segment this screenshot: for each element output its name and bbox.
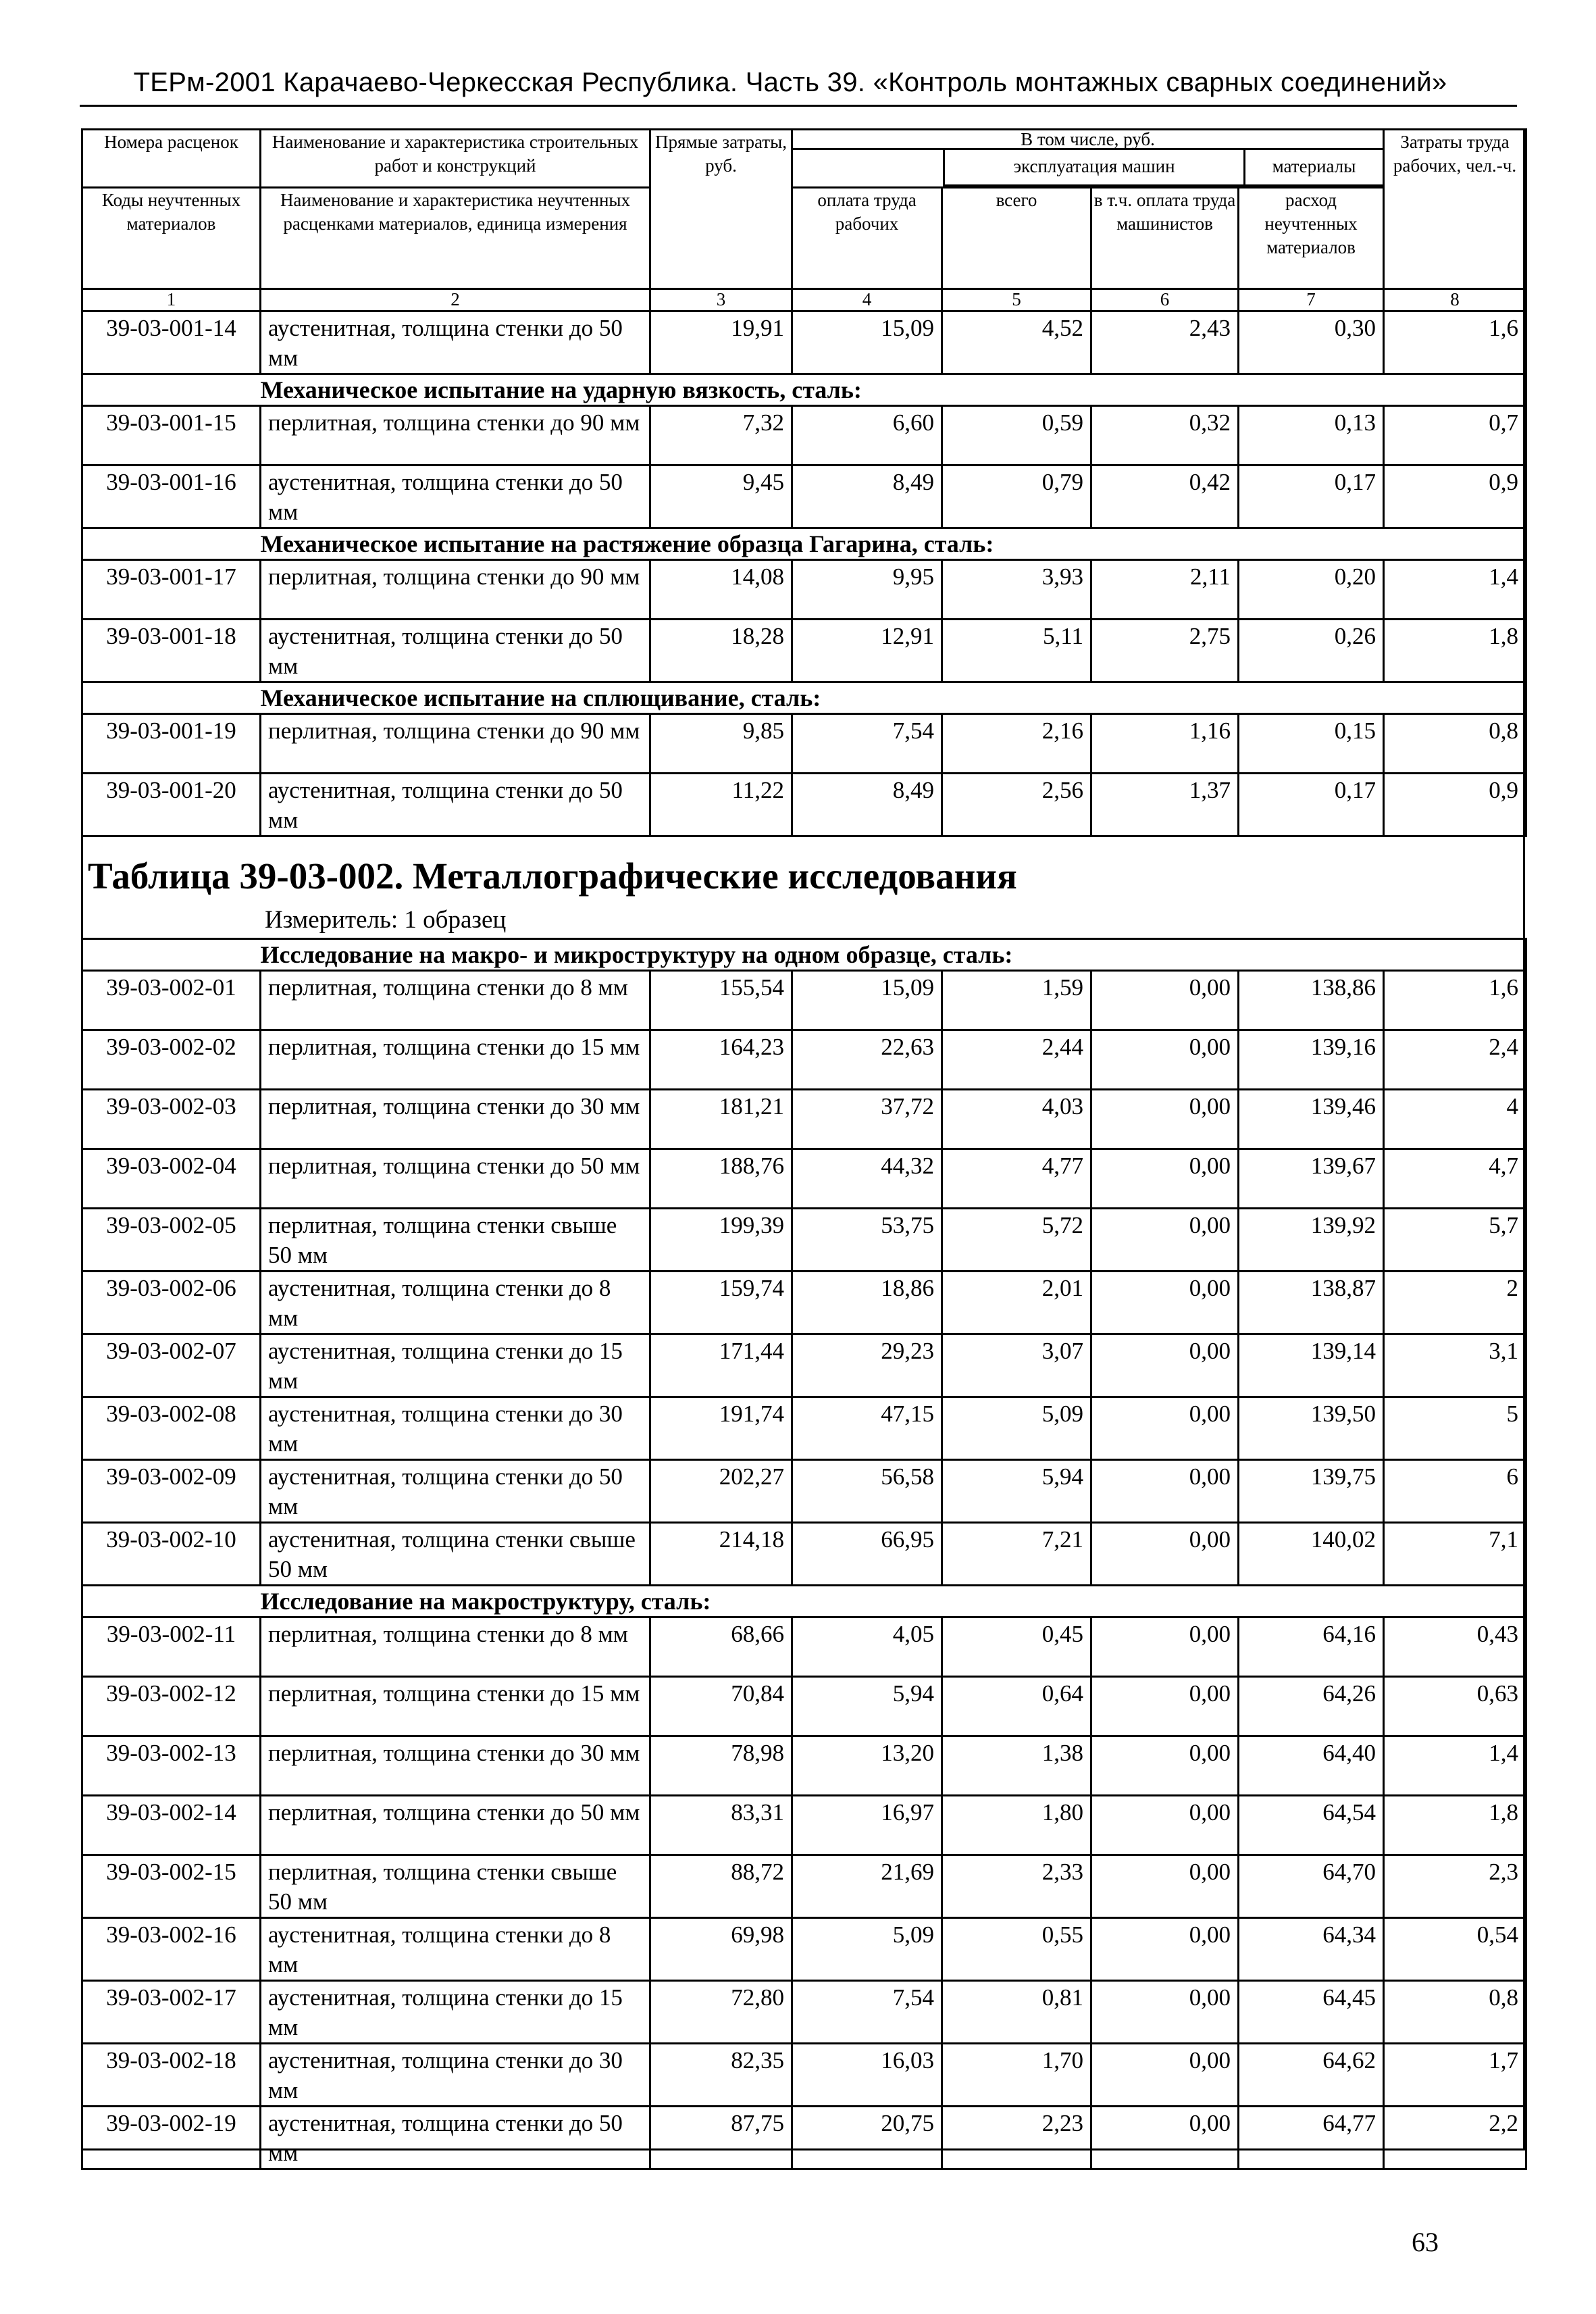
operator-cost: 0,00 (1091, 1460, 1239, 1523)
machine-cost: 3,93 (942, 560, 1091, 620)
labor-cost: 15,09 (792, 311, 942, 374)
direct-cost: 214,18 (650, 1523, 792, 1586)
section-spacer (82, 1586, 261, 1617)
labor-hours: 5 (1384, 1397, 1526, 1460)
rate-code: 39-03-002-06 (82, 1272, 261, 1334)
table-row (82, 406, 1526, 466)
operator-cost: 1,37 (1091, 774, 1239, 836)
table-row (82, 1918, 1526, 1981)
operator-cost: 0,00 (1091, 1677, 1239, 1736)
table-row (82, 971, 1526, 1030)
operator-cost: 0,00 (1091, 1090, 1239, 1149)
section-row (82, 939, 1526, 971)
second-table-body (82, 939, 1526, 2169)
machine-cost: 1,80 (942, 1796, 1091, 1855)
table-row (82, 2107, 1526, 2169)
rate-code: 39-03-001-18 (82, 620, 261, 682)
machine-cost: 2,33 (942, 1855, 1091, 1918)
table-row (82, 1677, 1526, 1736)
section-title: Механическое испытание на сплющивание, сталь: (261, 682, 1526, 714)
material-cost: 139,14 (1239, 1334, 1384, 1397)
labor-hours: 1,6 (1384, 971, 1526, 1030)
section-spacer (82, 682, 261, 714)
labor-cost: 5,09 (792, 1918, 942, 1981)
rate-name: перлитная, толщина стенки свыше 50 мм (261, 1209, 650, 1272)
labor-hours: 2,3 (1384, 1855, 1526, 1918)
machine-cost: 0,45 (942, 1617, 1091, 1677)
head-col1-top: Номера расценок (82, 130, 261, 188)
rate-name: аустенитная, толщина стенки до 30 мм (261, 2044, 650, 2107)
rate-code: 39-03-002-19 (82, 2107, 261, 2169)
rate-name: аустенитная, толщина стенки до 8 мм (261, 1272, 650, 1334)
head-col2-top: Наименование и характеристика строительных работ и конструкций (261, 130, 650, 188)
head-col3: Прямые затраты, руб. (650, 130, 792, 289)
labor-cost: 18,86 (792, 1272, 942, 1334)
operator-cost: 0,00 (1091, 1855, 1239, 1918)
table-row (82, 1460, 1526, 1523)
section-row (82, 374, 1526, 406)
table-row (82, 1272, 1526, 1334)
section-spacer (82, 528, 261, 560)
machine-cost: 0,64 (942, 1677, 1091, 1736)
col-number: 2 (261, 289, 650, 311)
machine-cost: 7,21 (942, 1523, 1091, 1586)
rate-name: аустенитная, толщина стенки до 50 мм (261, 2107, 650, 2169)
operator-cost: 0,00 (1091, 2044, 1239, 2107)
machine-cost: 4,52 (942, 311, 1091, 374)
table-row (82, 1090, 1526, 1149)
direct-cost: 7,32 (650, 406, 792, 466)
first-table-body (82, 311, 1526, 836)
labor-cost: 29,23 (792, 1334, 942, 1397)
operator-cost: 2,43 (1091, 311, 1239, 374)
labor-cost: 22,63 (792, 1030, 942, 1090)
machine-cost: 4,03 (942, 1090, 1091, 1149)
table-row (82, 466, 1526, 528)
operator-cost: 0,32 (1091, 406, 1239, 466)
labor-cost: 6,60 (792, 406, 942, 466)
rate-name: аустенитная, толщина стенки до 30 мм (261, 1397, 650, 1460)
operator-cost: 2,75 (1091, 620, 1239, 682)
rate-name: перлитная, толщина стенки до 8 мм (261, 1617, 650, 1677)
operator-cost: 0,00 (1091, 1334, 1239, 1397)
labor-hours: 0,9 (1384, 774, 1526, 836)
operator-cost: 0,00 (1091, 1030, 1239, 1090)
head-col7: расход неучтенных материалов (1239, 188, 1384, 289)
rate-name: аустенитная, толщина стенки до 50 мм (261, 1460, 650, 1523)
table-row (82, 1397, 1526, 1460)
direct-cost: 87,75 (650, 2107, 792, 2169)
direct-cost: 83,31 (650, 1796, 792, 1855)
rate-code: 39-03-001-20 (82, 774, 261, 836)
head-col2-bottom: Наименование и характеристика неучтенных расценками материалов, единица измерения (261, 188, 650, 289)
direct-cost: 181,21 (650, 1090, 792, 1149)
machine-cost: 1,70 (942, 2044, 1091, 2107)
labor-cost: 20,75 (792, 2107, 942, 2169)
rate-code: 39-03-002-09 (82, 1460, 261, 1523)
table-row (82, 1523, 1526, 1586)
machine-cost: 3,07 (942, 1334, 1091, 1397)
rate-name: аустенитная, толщина стенки до 8 мм (261, 1918, 650, 1981)
table-row (82, 560, 1526, 620)
material-cost: 138,86 (1239, 971, 1384, 1030)
col-number: 7 (1239, 289, 1384, 311)
col-number: 3 (650, 289, 792, 311)
rate-name: перлитная, толщина стенки до 8 мм (261, 971, 650, 1030)
material-cost: 139,50 (1239, 1397, 1384, 1460)
section-title: Исследование на макро- и микроструктуру на одном образце, сталь: (261, 939, 1526, 971)
operator-cost: 0,00 (1091, 1918, 1239, 1981)
rate-name: аустенитная, толщина стенки до 50 мм (261, 774, 650, 836)
labor-cost: 7,54 (792, 714, 942, 774)
labor-hours: 1,6 (1384, 311, 1526, 374)
material-cost: 0,26 (1239, 620, 1384, 682)
operator-cost: 0,00 (1091, 1796, 1239, 1855)
material-cost: 0,13 (1239, 406, 1384, 466)
labor-hours: 7,1 (1384, 1523, 1526, 1586)
direct-cost: 72,80 (650, 1981, 792, 2044)
labor-hours: 2,4 (1384, 1030, 1526, 1090)
labor-hours: 1,4 (1384, 560, 1526, 620)
material-cost: 0,17 (1239, 466, 1384, 528)
rate-code: 39-03-002-18 (82, 2044, 261, 2107)
operator-cost: 0,42 (1091, 466, 1239, 528)
operator-cost: 0,00 (1091, 1736, 1239, 1796)
rate-code: 39-03-002-14 (82, 1796, 261, 1855)
rate-code: 39-03-002-16 (82, 1918, 261, 1981)
material-cost: 0,15 (1239, 714, 1384, 774)
operator-cost: 0,00 (1091, 1209, 1239, 1272)
labor-cost: 16,03 (792, 2044, 942, 2107)
operator-cost: 0,00 (1091, 2107, 1239, 2169)
rate-name: перлитная, толщина стенки до 50 мм (261, 1149, 650, 1209)
table-row (82, 1149, 1526, 1209)
labor-cost: 12,91 (792, 620, 942, 682)
machine-cost: 2,16 (942, 714, 1091, 774)
direct-cost: 69,98 (650, 1918, 792, 1981)
labor-hours: 4 (1384, 1090, 1526, 1149)
rate-code: 39-03-002-02 (82, 1030, 261, 1090)
labor-cost: 13,20 (792, 1736, 942, 1796)
col-number: 4 (792, 289, 942, 311)
operator-cost: 0,00 (1091, 971, 1239, 1030)
section-title: Исследование на макроструктуру, сталь: (261, 1586, 1526, 1617)
material-cost: 64,77 (1239, 2107, 1384, 2169)
page-header: ТЕРм-2001 Карачаево-Черкесская Республика. Часть 39. «Контроль монтажных сварных соединений» (133, 68, 1447, 97)
machine-cost: 0,59 (942, 406, 1091, 466)
labor-hours: 2,2 (1384, 2107, 1526, 2169)
head-materials: материалы (1245, 150, 1383, 186)
material-cost: 64,45 (1239, 1981, 1384, 2044)
material-cost: 0,20 (1239, 560, 1384, 620)
table-row (82, 1209, 1526, 1272)
rate-name: аустенитная, толщина стенки до 15 мм (261, 1334, 650, 1397)
labor-cost: 53,75 (792, 1209, 942, 1272)
page-number: 63 (1412, 2227, 1439, 2257)
material-cost: 64,40 (1239, 1736, 1384, 1796)
material-cost: 139,67 (1239, 1149, 1384, 1209)
section-row (82, 1586, 1526, 1617)
labor-hours: 1,7 (1384, 2044, 1526, 2107)
labor-cost: 9,95 (792, 560, 942, 620)
direct-cost: 202,27 (650, 1460, 792, 1523)
rate-code: 39-03-002-08 (82, 1397, 261, 1460)
table-row (82, 774, 1526, 836)
labor-hours: 1,8 (1384, 620, 1526, 682)
machine-cost: 2,23 (942, 2107, 1091, 2169)
rate-code: 39-03-002-01 (82, 971, 261, 1030)
rates-table-second (81, 938, 1527, 2170)
table-row (82, 1796, 1526, 1855)
rate-name: аустенитная, толщина стенки до 50 мм (261, 311, 650, 374)
table-row (82, 1617, 1526, 1677)
col-number: 1 (82, 289, 261, 311)
rate-name: перлитная, толщина стенки до 90 мм (261, 406, 650, 466)
rate-name: перлитная, толщина стенки до 90 мм (261, 714, 650, 774)
material-cost: 64,54 (1239, 1796, 1384, 1855)
direct-cost: 164,23 (650, 1030, 792, 1090)
direct-cost: 78,98 (650, 1736, 792, 1796)
labor-cost: 8,49 (792, 774, 942, 836)
material-cost: 139,46 (1239, 1090, 1384, 1149)
labor-hours: 3,1 (1384, 1334, 1526, 1397)
col-number: 5 (942, 289, 1091, 311)
rate-code: 39-03-001-15 (82, 406, 261, 466)
col-number: 6 (1091, 289, 1239, 311)
direct-cost: 199,39 (650, 1209, 792, 1272)
labor-cost: 66,95 (792, 1523, 942, 1586)
section-row (82, 682, 1526, 714)
head-col4: оплата труда рабочих (792, 188, 942, 289)
labor-hours: 0,8 (1384, 1981, 1526, 2044)
rate-code: 39-03-002-17 (82, 1981, 261, 2044)
direct-cost: 82,35 (650, 2044, 792, 2107)
labor-hours: 1,4 (1384, 1736, 1526, 1796)
operator-cost: 0,00 (1091, 1523, 1239, 1586)
machine-cost: 5,94 (942, 1460, 1091, 1523)
table-row (82, 1030, 1526, 1090)
rate-name: перлитная, толщина стенки до 90 мм (261, 560, 650, 620)
head-machines: эксплуатация машин (945, 150, 1245, 186)
col-number: 8 (1384, 289, 1526, 311)
direct-cost: 171,44 (650, 1334, 792, 1397)
rate-code: 39-03-002-15 (82, 1855, 261, 1918)
direct-cost: 70,84 (650, 1677, 792, 1736)
rate-code: 39-03-002-10 (82, 1523, 261, 1586)
labor-cost: 5,94 (792, 1677, 942, 1736)
head-col5: всего (942, 188, 1091, 289)
table-row (82, 714, 1526, 774)
operator-cost: 1,16 (1091, 714, 1239, 774)
labor-hours: 0,43 (1384, 1617, 1526, 1677)
labor-cost: 15,09 (792, 971, 942, 1030)
table-row (82, 1981, 1526, 2044)
section-spacer (82, 939, 261, 971)
rate-code: 39-03-002-11 (82, 1617, 261, 1677)
direct-cost: 18,28 (650, 620, 792, 682)
labor-cost: 44,32 (792, 1149, 942, 1209)
rate-name: перлитная, толщина стенки до 50 мм (261, 1796, 650, 1855)
machine-cost: 1,38 (942, 1736, 1091, 1796)
rate-code: 39-03-001-14 (82, 311, 261, 374)
rate-name: перлитная, толщина стенки до 15 мм (261, 1030, 650, 1090)
table-row (82, 2044, 1526, 2107)
rate-code: 39-03-002-05 (82, 1209, 261, 1272)
labor-cost: 56,58 (792, 1460, 942, 1523)
labor-cost: 21,69 (792, 1855, 942, 1918)
table-row (82, 1334, 1526, 1397)
rate-code: 39-03-001-17 (82, 560, 261, 620)
table-row (82, 620, 1526, 682)
machine-cost: 4,77 (942, 1149, 1091, 1209)
operator-cost: 0,00 (1091, 1397, 1239, 1460)
direct-cost: 88,72 (650, 1855, 792, 1918)
measure-unit: Измеритель: 1 образец (265, 906, 507, 934)
direct-cost: 19,91 (650, 311, 792, 374)
rate-name: перлитная, толщина стенки свыше 50 мм (261, 1855, 650, 1918)
labor-hours: 2 (1384, 1272, 1526, 1334)
machine-cost: 0,55 (942, 1918, 1091, 1981)
labor-cost: 7,54 (792, 1981, 942, 2044)
machine-cost: 0,79 (942, 466, 1091, 528)
material-cost: 139,92 (1239, 1209, 1384, 1272)
head-group (792, 130, 1384, 188)
table-row (82, 311, 1526, 374)
material-cost: 139,75 (1239, 1460, 1384, 1523)
material-cost: 138,87 (1239, 1272, 1384, 1334)
machine-cost: 2,56 (942, 774, 1091, 836)
table-row (82, 1855, 1526, 1918)
material-cost: 139,16 (1239, 1030, 1384, 1090)
machine-cost: 2,01 (942, 1272, 1091, 1334)
machine-cost: 1,59 (942, 971, 1091, 1030)
rate-code: 39-03-001-16 (82, 466, 261, 528)
head-col8: Затраты труда рабочих, чел.-ч. (1384, 130, 1526, 289)
rate-name: аустенитная, толщина стенки до 50 мм (261, 466, 650, 528)
labor-cost: 37,72 (792, 1090, 942, 1149)
direct-cost: 11,22 (650, 774, 792, 836)
rate-name: перлитная, толщина стенки до 15 мм (261, 1677, 650, 1736)
rate-code: 39-03-002-12 (82, 1677, 261, 1736)
direct-cost: 14,08 (650, 560, 792, 620)
direct-cost: 159,74 (650, 1272, 792, 1334)
rate-name: перлитная, толщина стенки до 30 мм (261, 1090, 650, 1149)
direct-cost: 9,85 (650, 714, 792, 774)
operator-cost: 0,00 (1091, 1617, 1239, 1677)
header-rule (80, 105, 1517, 107)
section-title: Механическое испытание на ударную вязкость, сталь: (261, 374, 1526, 406)
machine-cost: 5,09 (942, 1397, 1091, 1460)
labor-hours: 0,9 (1384, 466, 1526, 528)
rate-name: перлитная, толщина стенки до 30 мм (261, 1736, 650, 1796)
material-cost: 140,02 (1239, 1523, 1384, 1586)
machine-cost: 2,44 (942, 1030, 1091, 1090)
material-cost: 64,34 (1239, 1918, 1384, 1981)
direct-cost: 9,45 (650, 466, 792, 528)
labor-cost: 4,05 (792, 1617, 942, 1677)
material-cost: 64,16 (1239, 1617, 1384, 1677)
section-row (82, 528, 1526, 560)
direct-cost: 191,74 (650, 1397, 792, 1460)
section-spacer (82, 374, 261, 406)
operator-cost: 0,00 (1091, 1149, 1239, 1209)
section-title: Механическое испытание на растяжение образца Гагарина, сталь: (261, 528, 1526, 560)
rate-code: 39-03-002-13 (82, 1736, 261, 1796)
head-col6: в т.ч. оплата труда машинистов (1091, 188, 1239, 289)
operator-cost: 0,00 (1091, 1272, 1239, 1334)
operator-cost: 0,00 (1091, 1981, 1239, 2044)
labor-hours: 4,7 (1384, 1149, 1526, 1209)
table-row (82, 1736, 1526, 1796)
material-cost: 64,26 (1239, 1677, 1384, 1736)
material-cost: 0,17 (1239, 774, 1384, 836)
machine-cost: 0,81 (942, 1981, 1091, 2044)
labor-hours: 0,7 (1384, 406, 1526, 466)
rate-name: аустенитная, толщина стенки до 50 мм (261, 620, 650, 682)
labor-cost: 8,49 (792, 466, 942, 528)
direct-cost: 188,76 (650, 1149, 792, 1209)
rate-name: аустенитная, толщина стенки свыше 50 мм (261, 1523, 650, 1586)
rate-name: аустенитная, толщина стенки до 15 мм (261, 1981, 650, 2044)
labor-hours: 0,8 (1384, 714, 1526, 774)
table-title: Таблица 39-03-002. Металлографические исследования (88, 855, 1017, 897)
material-cost: 64,70 (1239, 1855, 1384, 1918)
labor-hours: 6 (1384, 1460, 1526, 1523)
material-cost: 64,62 (1239, 2044, 1384, 2107)
labor-cost: 47,15 (792, 1397, 942, 1460)
labor-hours: 1,8 (1384, 1796, 1526, 1855)
labor-cost: 16,97 (792, 1796, 942, 1855)
operator-cost: 2,11 (1091, 560, 1239, 620)
direct-cost: 68,66 (650, 1617, 792, 1677)
machine-cost: 5,72 (942, 1209, 1091, 1272)
labor-hours: 0,54 (1384, 1918, 1526, 1981)
rate-code: 39-03-002-04 (82, 1149, 261, 1209)
rate-code: 39-03-002-03 (82, 1090, 261, 1149)
direct-cost: 155,54 (650, 971, 792, 1030)
rate-code: 39-03-002-07 (82, 1334, 261, 1397)
material-cost: 0,30 (1239, 311, 1384, 374)
head-col1-bottom: Коды неучтенных материалов (82, 188, 261, 289)
labor-hours: 0,63 (1384, 1677, 1526, 1736)
labor-hours: 5,7 (1384, 1209, 1526, 1272)
rate-code: 39-03-001-19 (82, 714, 261, 774)
head-group-label: В том числе, руб. (793, 130, 1383, 150)
machine-cost: 5,11 (942, 620, 1091, 682)
rates-table-head (81, 128, 1527, 837)
